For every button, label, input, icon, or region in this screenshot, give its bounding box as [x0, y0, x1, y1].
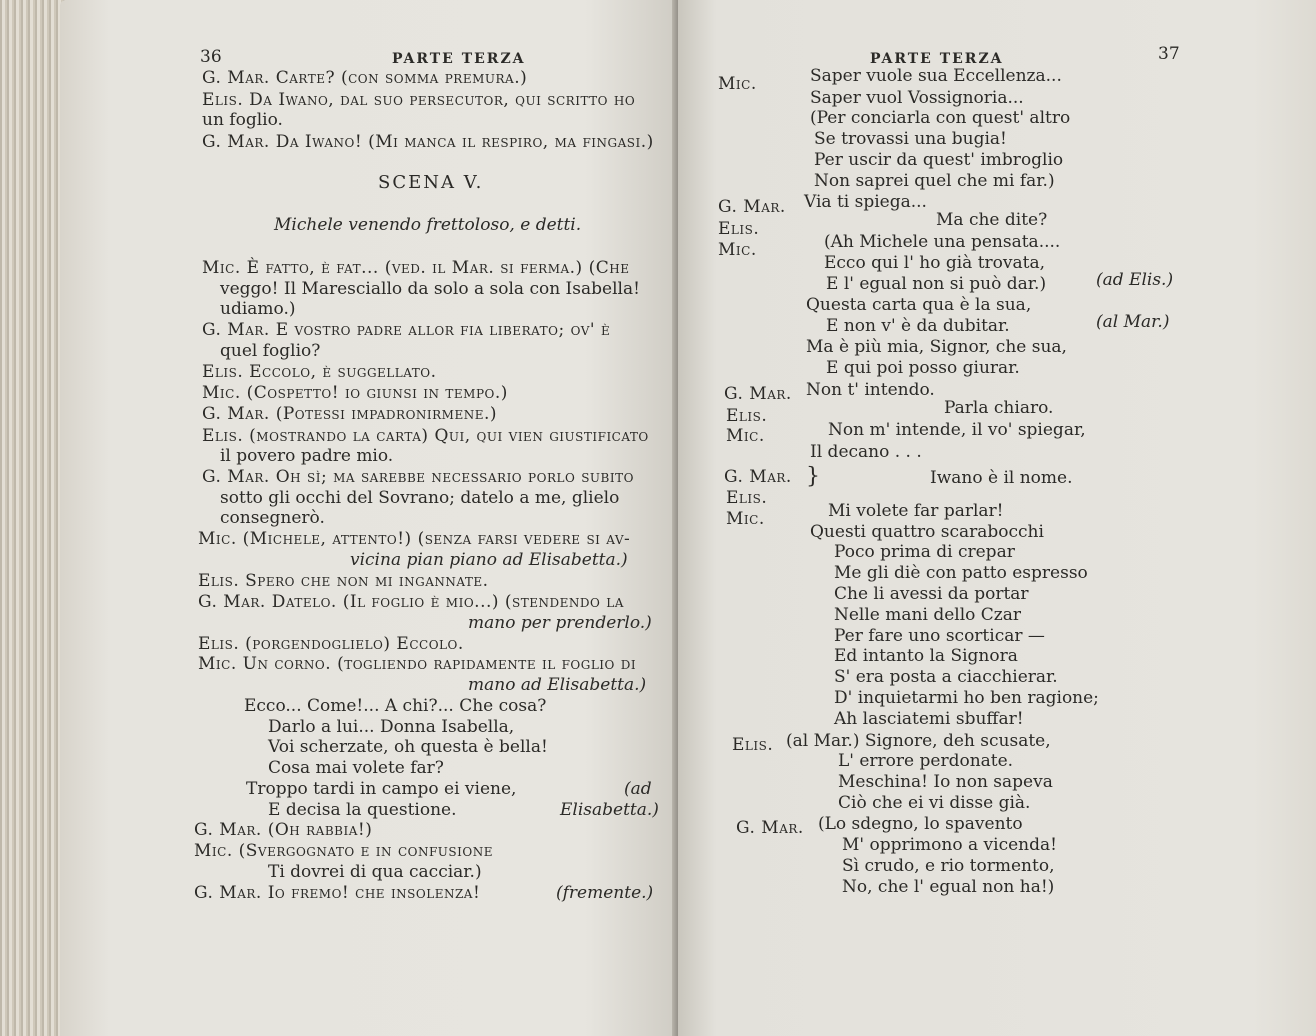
verse-line: Il decano . . .	[810, 442, 922, 462]
text-line: Mic. (Michele, attento!) (senza farsi vedere si av-	[198, 529, 631, 549]
text-line: Mic. Un corno. (togliendo rapidamente il foglio di	[198, 654, 637, 674]
speaker-label: G. Mar.	[724, 384, 792, 404]
verse-line: Voi scherzate, oh questa è bella!	[268, 737, 548, 757]
speaker-label: Mic.	[718, 240, 757, 260]
verse-line: Mi volete far parlar!	[828, 501, 1004, 521]
verse-line: Ma è più mia, Signor, che sua,	[806, 337, 1067, 357]
verse-line: Che li avessi da portar	[834, 584, 1029, 604]
speaker-label: Mic.	[726, 509, 765, 529]
running-header: PARTE TERZA	[392, 51, 526, 67]
verse-line: Cosa mai volete far?	[268, 758, 444, 778]
verse-line: (al Mar.) Signore, deh scusate,	[786, 731, 1051, 751]
verse-line: (Lo sdegno, lo spavento	[818, 814, 1023, 834]
verse-line: Me gli diè con patto espresso	[834, 563, 1088, 583]
text-line: Mic. È fatto, è fat... (ved. il Mar. si ferma.) (Che	[202, 258, 630, 278]
verse-line: E qui poi posso giurar.	[826, 358, 1020, 378]
verse-line: Sì crudo, e rio tormento,	[842, 856, 1055, 876]
text-line: Elis. (mostrando la carta) Qui, qui vien giustificato	[202, 426, 649, 446]
verse-line: Via ti spiega...	[804, 192, 927, 212]
text-line: vicina pian piano ad Elisabetta.)	[350, 550, 628, 570]
page-number: 37	[1158, 44, 1180, 64]
verse-line: Troppo tardi in campo ei viene,	[246, 779, 517, 799]
verse-line: E l' egual non si può dar.)	[826, 274, 1047, 294]
verse-line: E non v' è da dubitar.	[826, 316, 1010, 336]
verse-line: D' inquietarmi ho ben ragione;	[834, 688, 1099, 708]
verse-line: Ecco... Come!... A chi?... Che cosa?	[244, 696, 547, 716]
verse-line: Se trovassi una bugia!	[814, 129, 1007, 149]
verse-line: M' opprimono a vicenda!	[842, 835, 1057, 855]
page-number: 36	[200, 47, 222, 67]
text-line: veggo! Il Maresciallo da solo a sola con Isabella!	[220, 279, 640, 299]
stage-direction: (ad	[624, 779, 652, 799]
verse-line: (Per conciarla con quest' altro	[810, 108, 1071, 128]
stage-direction: Michele venendo frettoloso, e detti.	[274, 215, 582, 235]
verse-line: Saper vuol Vossignoria...	[810, 88, 1024, 108]
verse-line: S' era posta a ciacchierar.	[834, 667, 1058, 687]
speaker-label: Mic.	[718, 74, 757, 94]
text-line: mano per prenderlo.)	[468, 613, 652, 633]
verse-line: Ah lasciatemi sbuffar!	[834, 709, 1024, 729]
text-line: sotto gli occhi del Sovrano; datelo a me, glielo	[220, 488, 620, 508]
text-line: G. Mar. (Oh rabbia!)	[194, 820, 373, 840]
verse-line: Per fare uno scorticar —	[834, 626, 1045, 646]
verse-line: Meschina! Io non sapeva	[838, 772, 1053, 792]
text-line: G. Mar. (Potessi impadronirmene.)	[202, 404, 498, 424]
speaker-label: Elis.	[726, 406, 768, 426]
text-line: udiamo.)	[220, 299, 296, 319]
verse-line: Iwano è il nome.	[930, 468, 1073, 488]
verse-line: Non saprei quel che mi far.)	[814, 171, 1055, 191]
verse-line: Per uscir da quest' imbroglio	[814, 150, 1064, 170]
verse-line: Poco prima di crepar	[834, 542, 1015, 562]
brace-mark: }	[806, 464, 820, 489]
verse-line: E decisa la questione.	[268, 800, 457, 820]
speaker-label: G. Mar.	[724, 467, 792, 487]
text-line: G. Mar. Datelo. (Il foglio è mio...) (stendendo la	[198, 592, 624, 612]
text-line: consegnerò.	[220, 508, 325, 528]
text-line: G. Mar. Carte? (con somma premura.)	[202, 68, 528, 88]
verse-line: L' errore perdonate.	[838, 751, 1014, 771]
verse-line: Ecco qui l' ho già trovata,	[824, 253, 1046, 273]
verse-line: Ti dovrei di qua cacciar.)	[268, 862, 482, 882]
verse-line: Questa carta qua è la sua,	[806, 295, 1032, 315]
text-line: il povero padre mio.	[220, 446, 394, 466]
verse-line: Parla chiaro.	[944, 398, 1054, 418]
speaker-label: G. Mar.	[718, 197, 786, 217]
stage-direction: Elisabetta.)	[560, 800, 659, 820]
scene-heading: SCENA V.	[378, 172, 484, 193]
verse-line: Non t' intendo.	[806, 380, 935, 400]
text-line: Elis. Da Iwano, dal suo persecutor, qui scritto ho	[202, 90, 636, 110]
stage-direction: (al Mar.)	[1096, 312, 1170, 332]
verse-line: Ed intanto la Signora	[834, 646, 1018, 666]
verse-line: No, che l' egual non ha!)	[842, 877, 1055, 897]
verse-line: Questi quattro scarabocchi	[810, 522, 1044, 542]
speaker-label: Elis.	[726, 488, 768, 508]
text-line: un foglio.	[202, 110, 283, 130]
speaker-label: Elis.	[718, 219, 760, 239]
right-page	[678, 0, 1316, 1036]
text-line: G. Mar. Io fremo! che insolenza!	[194, 883, 481, 903]
text-line: Mic. (Svergognato e in confusione	[194, 841, 493, 861]
stage-direction: (fremente.)	[556, 883, 654, 903]
text-line: mano ad Elisabetta.)	[468, 675, 647, 695]
text-line: Elis. Eccolo, è suggellato.	[202, 362, 437, 382]
text-line: Elis. Spero che non mi ingannate.	[198, 571, 489, 591]
verse-line: Ma che dite?	[936, 210, 1048, 230]
text-line: Mic. (Cospetto! io giunsi in tempo.)	[202, 383, 508, 403]
verse-line: Nelle mani dello Czar	[834, 605, 1021, 625]
text-line: quel foglio?	[220, 341, 321, 361]
verse-line: Darlo a lui... Donna Isabella,	[268, 717, 515, 737]
verse-line: Non m' intende, il vo' spiegar,	[828, 420, 1086, 440]
text-line: G. Mar. Da Iwano! (Mi manca il respiro, ma fingasi.)	[202, 132, 654, 152]
speaker-label: Elis.	[732, 735, 774, 755]
text-line: Elis. (porgendoglielo) Eccolo.	[198, 634, 464, 654]
running-header: PARTE TERZA	[870, 51, 1004, 67]
text-line: G. Mar. Oh sì; ma sarebbe necessario porlo subito	[202, 467, 634, 487]
verse-line: Saper vuole sua Eccellenza...	[810, 66, 1062, 86]
text-line: G. Mar. E vostro padre allor fia liberato; ov' è	[202, 320, 611, 340]
speaker-label: G. Mar.	[736, 818, 804, 838]
verse-line: (Ah Michele una pensata....	[824, 232, 1061, 252]
left-page	[60, 0, 678, 1036]
stage-direction: (ad Elis.)	[1096, 270, 1174, 290]
speaker-label: Mic.	[726, 426, 765, 446]
verse-line: Ciò che ei vi disse già.	[838, 793, 1031, 813]
